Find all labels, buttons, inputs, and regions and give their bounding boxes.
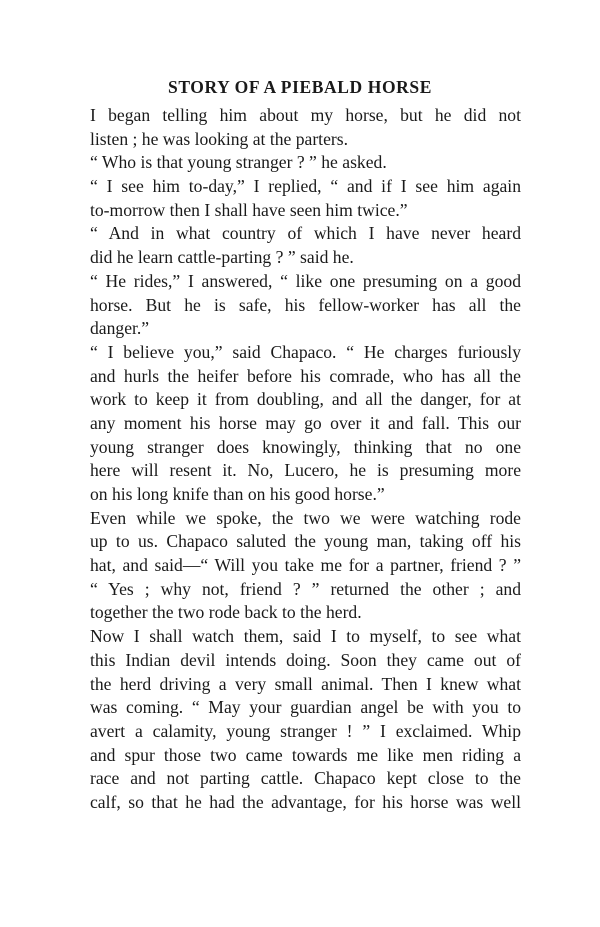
text-line: any moment his horse may go over it and fall. This our [90,412,521,433]
text-line: calf, so that he had the advantage, for his horse was well [90,791,521,812]
text-line: I began telling him about my horse, but he did not [90,105,521,125]
text-line: together the two rode back to the herd. [90,602,362,623]
text-line: hat, and said—“ Will you take me for a partner, friend ? ” [90,555,521,576]
text-line: avert a calamity, young stranger ! ” I exclaimed. Whip [90,720,521,741]
text-line: race and not parting cattle. Chapaco kept close to the [90,768,521,789]
text-line: “ Who is that young stranger ? ” he asked. [90,152,387,173]
text-line: up to us. Chapaco saluted the young man, taking off his [90,531,521,552]
text-line: this Indian devil intends doing. Soon they came out of [90,649,521,670]
text-line: horse. But he is safe, his fellow-worker has all the [90,294,521,315]
text-line: “ And in what country of which I have never heard [90,223,521,244]
text-line: Now I shall watch them, said I to myself, to see what [90,626,521,647]
text-line: “ He rides,” I answered, “ like one presuming on a good [90,270,521,291]
text-line: danger.” [90,318,150,339]
text-line: Even while we spoke, the two we were watching rode [90,507,521,528]
text-line: was coming. “ May your guardian angel be with you to [90,697,521,718]
text-line: and hurls the heifer before his comrade, who has all the [90,365,521,386]
body-text [90,104,521,815]
text-line: on his long knife than on his good horse.” [90,484,385,504]
text-line: and spur those two came towards me like men riding a [90,744,521,765]
text-line: “ Yes ; why not, friend ? ” returned the other ; and [90,578,521,599]
text-line: work to keep it from doubling, and all the danger, for at [90,389,521,410]
text-line: “ I believe you,” said Chapaco. “ He charges furiously [90,341,521,362]
text-line: did he learn cattle-parting ? ” said he. [90,247,354,268]
running-head: STORY OF A PIEBALD HORSE [167,77,433,97]
text-line: listen ; he was looking at the parters. [90,128,348,149]
text-line: here will resent it. No, Lucero, he is presuming more [90,460,521,481]
text-line: young stranger does knowingly, thinking that no one [90,436,521,457]
text-line: the herd driving a very small animal. Then I knew what [90,673,521,694]
text-line: to-morrow then I shall have seen him twice.” [90,199,408,220]
text-line: “ I see him to-day,” I replied, “ and if I see him again [90,176,521,197]
